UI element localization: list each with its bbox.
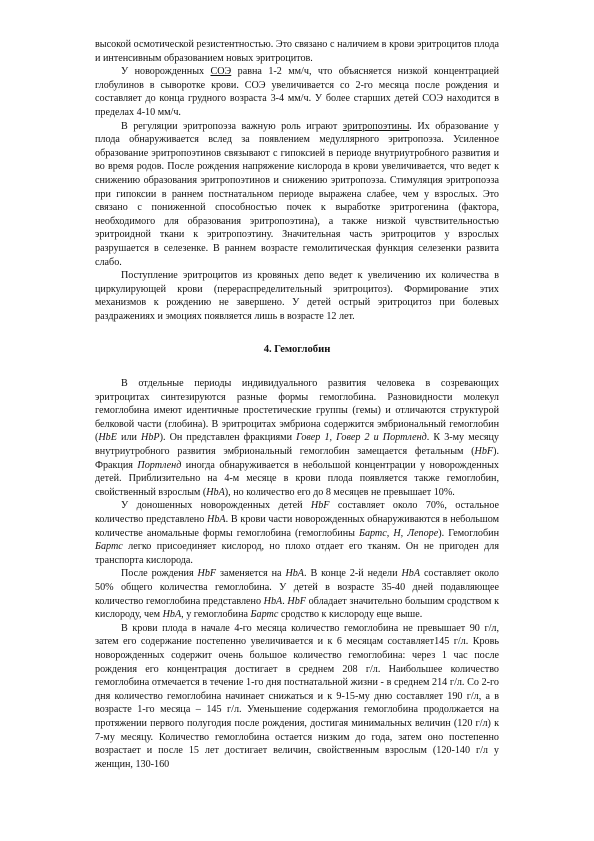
paragraph (95, 65, 499, 119)
text-run: или (116, 432, 142, 444)
italic-term: Бартс, Н, Лепоре (358, 527, 439, 539)
italic-term: HbF (197, 568, 217, 580)
text-run: В крови плода в начале 4-го месяца количество гемоглобина не превышает 90 г/л, затем его содержание постепенно увеличивается и к 6 месяцам составляет145 г/л. Кровь новорожденных содержит очень большое количество гемоглобина: через 1 час после рождения его концентрация достигает в среднем 208 г/л. Наибольшее количество гемоглобина отмечается в течение 1-го дня постнатальной жизни - в среднем 214 г/л. Со 2-го дня количество гемоглобина начинает снижаться и к 9-15-му дню составляет 190 г/л, а в возрасте 1-го месяца – 145 г/л. Уменьшение содержания гемоглобина продолжается на протяжении первого полугодия после рождения, достигая минимальных величин (120 г/л) к 7-му месяцу. Количество гемоглобина остается низким до года, затем оно постепенно возрастает и после 15 лет достигает величин, свойственным взрослым (120-140 г/л у женщин, 130-160 (95, 622, 499, 770)
text-run: У доношенных новорожденных детей (121, 500, 311, 512)
section-heading: 4. Гемоглобин (263, 344, 331, 356)
text-run: . В конце 2-й недели (304, 568, 402, 580)
text-run: равна 1-2 мм/ч, что объясняется низкой концентрацией глобулинов в сыворотке крови. СОЭ увеличивается со 2-го месяца после рождения и составляет до конца грудного возраста 3-4 мм/ч. У более старших детей СОЭ находится в пределах 4-10 мм/ч. (95, 66, 500, 118)
paragraph (95, 377, 499, 499)
text-run: заменяется на (216, 568, 286, 580)
italic-term: Бартс (250, 609, 279, 621)
underlined-term: эритропоэтины (342, 120, 410, 132)
paragraph (95, 499, 499, 567)
underlined-term: СОЭ (210, 66, 232, 78)
italic-term: HbE (98, 432, 117, 444)
text-run: ). Фракция (95, 446, 499, 471)
text-run: . К 3-му месяцу внутриутробного развития эмбриональный гемоглобин замещается фетальным ( (95, 432, 499, 458)
italic-term: HbA (206, 486, 225, 498)
text-run: . Их образование у плода обнаруживается вслед за появлением медуллярного эритропоэза. Усиленное образование эритропоэтинов связывают с гипоксией в периоде внутриутробного развития и во время родов. После рождения напряжение кислорода в крови увеличивается, что ведет к снижению образования эритропоэтинов и снижению эритропоэза. Стимуляция эритропоэза при гипоксии в раннем постнатальном периоде выражена слабее, чем у взрослых. Это связано с пониженной способностью почек к выработке эритрогенина (фактора, необходимого для образования эритропоэтина), а также низкой чувствительностью эритроидной ткани к эритропоэтину. Значительная часть эритроцитов у взрослых разрушается в селезенке. В раннем возрасте гемолитическая функция селезенки развита слабо. (95, 120, 499, 268)
italic-term: Портленд (137, 459, 182, 471)
italic-term: Бартс (95, 541, 123, 553)
italic-term: HbA (401, 568, 421, 580)
paragraph (95, 38, 499, 65)
text-run: легко присоединяет кислород, но плохо отдает его тканям. Он не пригоден для транспорта кислорода. (95, 541, 499, 566)
italic-term: HbF (287, 595, 306, 607)
italic-term: Говер 1, Говер 2 и Портленд (296, 432, 427, 444)
italic-term: HbP (141, 432, 160, 444)
text-run: высокой осмотической резистентностью. Это связано с наличием в крови эритроцитов плода и интенсивным образованием новых эритроцитов. (95, 39, 499, 64)
italic-term: HbF (310, 500, 330, 512)
italic-term: HbA (162, 609, 182, 621)
text-run: . (282, 595, 288, 607)
text-run: составляет около 50% общего количества гемоглобина. У детей в возрасте 35-40 дней подавляющее количество гемоглобина представлено (95, 568, 499, 607)
text-run: . В крови части новорожденных обнаруживаются в небольшом количестве аномальные формы гемоглобина (гемоглобины (95, 514, 499, 539)
paragraph (95, 567, 499, 621)
paragraph (95, 120, 499, 270)
body-text-after-heading (95, 377, 499, 771)
text-run: иногда обнаруживается в небольшой концентрации у новорожденных детей. Приблизительно на 4-м месяце в крови плода появляется также гемоглобин, свойственный взрослым ( (95, 459, 499, 498)
paragraph (95, 269, 499, 323)
text-run: После рождения (121, 568, 198, 580)
text-run: В отдельные периоды индивидуального развития человека в созревающих эритроцитах синтезируются разные формы гемоглобина. Разновидности молекул гемоглобина имеют идентичные простетические группы (гемы) и отличаются структурой белковой части (глобина). В эритроцитах эмбриона содержится эмбриональный гемоглобин ( (95, 378, 499, 444)
body-text-before-heading (95, 38, 499, 323)
text-run: составляет около 70%, остальное количество представлено (95, 500, 499, 525)
text-run: обладает значительно большим сродством к кислороду, чем (95, 595, 499, 621)
text-run: ), но количество его до 8 месяцев не превышает 10%. (224, 486, 455, 498)
paragraph (95, 622, 499, 772)
text-run: ). Он представлен фракциями (159, 432, 297, 444)
text-run: , у гемоглобина (181, 609, 251, 621)
italic-term: HbA (263, 595, 283, 607)
italic-term: HbF (474, 446, 494, 458)
text-column (95, 38, 499, 771)
text-run: Поступление эритроцитов из кровяных депо ведет к увеличению их количества в циркулирующей крови (перераспределительный эритроцитоз). Формирование этих механизмов к рождению не завершено. У детей острый эритроцитоз при болевых раздражениях и эмоциях появляется лишь в возрасте 12 лет. (95, 270, 499, 322)
italic-term: HbA (285, 568, 304, 580)
text-run: сродство к кислороду еще выше. (278, 609, 423, 621)
italic-term: HbA (207, 514, 226, 525)
text-run: У новорожденных (121, 66, 211, 78)
text-run: ). Гемоглобин (438, 527, 499, 539)
text-run: В регуляции эритропоэза важную роль играют (121, 120, 343, 132)
